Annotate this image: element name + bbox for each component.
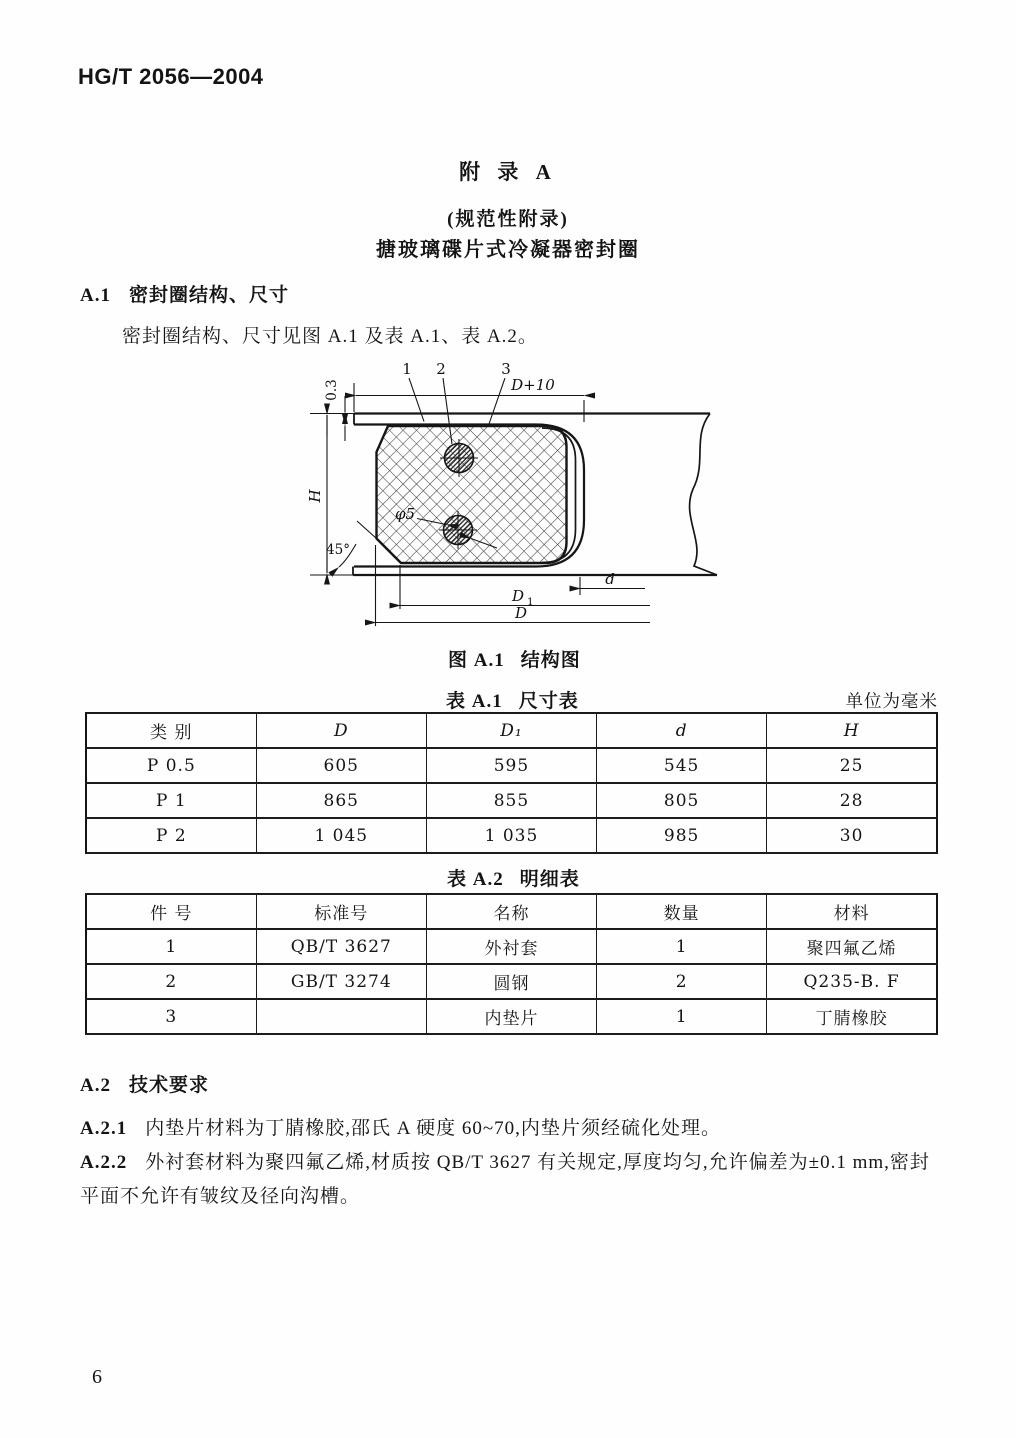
cell: 30 (767, 818, 937, 853)
clause-a21-text: 内垫片材料为丁腈橡胶,邵氏 A 硬度 60~70,内垫片须经硫化处理。 (145, 1118, 721, 1139)
dim-label-d-big: D (514, 604, 528, 622)
table-a2 (85, 893, 938, 1035)
cell: 605 (256, 748, 426, 783)
table-a1 (85, 712, 938, 854)
cell: 1 035 (426, 818, 596, 853)
table-a2-header-row (86, 894, 937, 929)
page-number: 6 (92, 1366, 102, 1388)
table-a1-header-d: d (597, 713, 767, 748)
section-a1-heading (80, 280, 289, 307)
cell: 丁腈橡胶 (767, 999, 937, 1034)
cell: P 0.5 (86, 748, 256, 783)
table-a2-caption-text: 明细表 (519, 869, 580, 890)
table-a1-row-p05 (86, 748, 937, 783)
table-a2-header-standard-no: 标准号 (256, 894, 426, 929)
dim-label-d1: D (511, 587, 525, 605)
table-a1-header-H: H (767, 713, 937, 748)
cell: GB/T 3274 (256, 964, 426, 999)
figure-caption-label: 图 A.1 (448, 650, 505, 671)
section-a2-title: 技术要求 (128, 1075, 209, 1096)
clause-a21-number: A.2.1 (80, 1118, 128, 1139)
cell: P 1 (86, 783, 256, 818)
appendix-title: 附 录 A (459, 160, 557, 184)
cell: 聚四氟乙烯 (767, 929, 937, 964)
table-a2-header-qty: 数量 (597, 894, 767, 929)
cell: 外衬套 (426, 929, 596, 964)
section-a2-heading (80, 1070, 209, 1097)
part-label-3: 3 (501, 360, 511, 378)
section-a2-number: A.2 (80, 1075, 111, 1096)
cell: 985 (597, 818, 767, 853)
table-a1-unit-note: 单位为毫米 (845, 691, 938, 711)
cell (256, 999, 426, 1034)
dim-label-phi5: φ5 (394, 505, 416, 523)
table-a2-row-1 (86, 929, 937, 964)
sheet-left-edges (353, 414, 354, 576)
cell: 1 (86, 929, 256, 964)
cell: 595 (426, 748, 596, 783)
appendix-subtitle: (规范性附录) (447, 209, 569, 230)
cell: 25 (767, 748, 937, 783)
figure-a1-drawing (300, 355, 720, 640)
part-label-1: 1 (402, 360, 412, 378)
break-wavy-line (690, 414, 717, 576)
cell: 805 (597, 783, 767, 818)
cell: QB/T 3627 (256, 929, 426, 964)
cell: 1 (597, 929, 767, 964)
cell: 2 (86, 964, 256, 999)
cell: 圆钢 (426, 964, 596, 999)
cell: 1 045 (256, 818, 426, 853)
table-a1-row-p1 (86, 783, 937, 818)
table-a1-header-D: D (256, 713, 426, 748)
table-a2-row-2 (86, 964, 937, 999)
clause-a22-text: 外衬套材料为聚四氟乙烯,材质按 QB/T 3627 有关规定,厚度均匀,允许偏差为±0.1 mm,密封平面不允许有皱纹及径向沟槽。 (80, 1152, 930, 1207)
cell: Q235-B. F (767, 964, 937, 999)
clause-a22 (80, 1146, 944, 1214)
cell: 内垫片 (426, 999, 596, 1034)
dim-label-h: H (306, 489, 324, 503)
cell: 3 (86, 999, 256, 1034)
table-a2-row-3 (86, 999, 937, 1034)
cell: 865 (256, 783, 426, 818)
part-label-2: 2 (436, 360, 446, 378)
cell: 545 (597, 748, 767, 783)
dim-label-d1-subscript: 1 (527, 596, 534, 608)
figure-caption-text: 结构图 (520, 650, 581, 671)
cell: 2 (597, 964, 767, 999)
dim-label-0-3: 0.3 (324, 379, 340, 401)
table-a2-header-name: 名称 (426, 894, 596, 929)
gasket-body-hatched (377, 426, 567, 563)
table-a1-row-p2 (86, 818, 937, 853)
clause-a21 (80, 1112, 950, 1146)
dim-label-45deg: 45° (326, 542, 350, 558)
cell: 28 (767, 783, 937, 818)
dim-label-d-small: d (605, 570, 615, 588)
dim-label-d-plus-10: D+10 (511, 376, 555, 394)
table-a2-caption (447, 864, 580, 891)
section-a1-title: 密封圈结构、尺寸 (128, 285, 289, 306)
standard-code: HG/T 2056—2004 (78, 64, 264, 89)
table-a1-header-D1: D₁ (426, 713, 596, 748)
table-a1-header-row (86, 713, 937, 748)
table-a1-header-category: 类 别 (86, 713, 256, 748)
cell: 1 (597, 999, 767, 1034)
table-a1-caption-label: 表 A.1 (446, 691, 503, 712)
table-a2-caption-label: 表 A.2 (447, 869, 504, 890)
table-a1-caption (446, 686, 579, 713)
cell: 855 (426, 783, 596, 818)
figure-a1-caption (448, 645, 581, 672)
clause-a22-number: A.2.2 (80, 1152, 128, 1173)
table-a2-header-material: 材料 (767, 894, 937, 929)
table-a2-header-item-no: 件 号 (86, 894, 256, 929)
appendix-subject: 搪玻璃碟片式冷凝器密封圈 (376, 239, 640, 261)
cell: P 2 (86, 818, 256, 853)
table-a1-caption-text: 尺寸表 (518, 691, 579, 712)
section-a1-intro: 密封圈结构、尺寸见图 A.1 及表 A.1、表 A.2。 (122, 326, 538, 347)
section-a1-number: A.1 (80, 285, 111, 306)
